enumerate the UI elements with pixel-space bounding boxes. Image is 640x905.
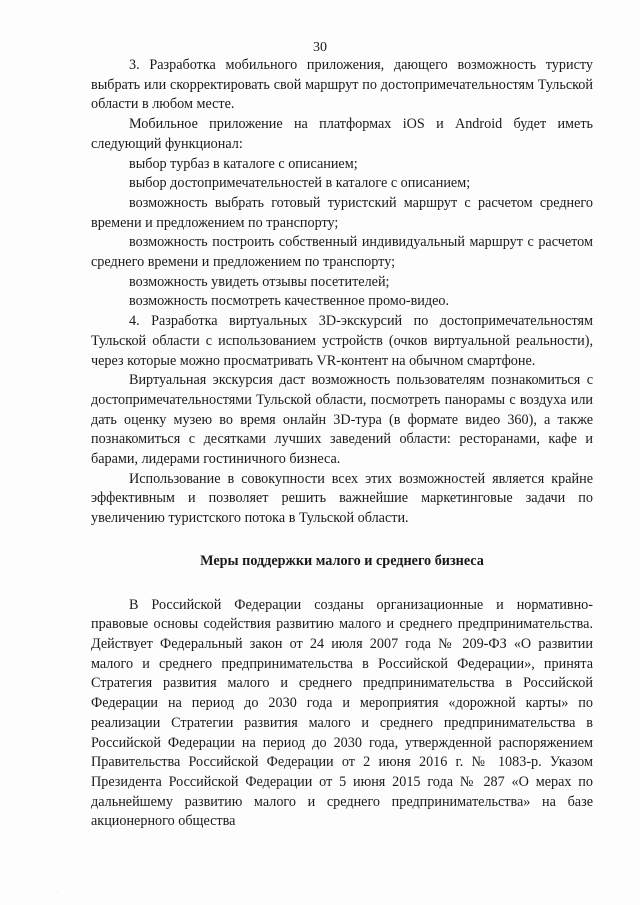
feature-item: возможность посмотреть качественное промо-видео. — [129, 293, 450, 310]
paragraph-sme-support: В Российской Федерации созданы организационные и нормативно-правовые основы содействия развитию малого и среднего предпринимательства. Действует Федеральный закон от 24 июля 2007 года № 209-ФЗ «О развитии малого и среднего предпринимательства в Российской Федерации», принята Стратегия развития малого и среднего предпринимательства в Российской Федерации на период до 2030 года и мероприятия «дорожной карты» по реализации Стратегии развития малого и среднего предпринимательства в Российской Федерации на период до 2030 года, утвержденной распоряжением Правительства Российской Федерации от 2 июня 2016 г. № 1083-р. Указом Президента Российской Федерации от 5 июня 2015 года № 287 «О мерах по дальнейшему развитию малого и среднего предпринимательства» на базе акционерного общества — [91, 596, 593, 830]
feature-item: возможность выбрать готовый туристский маршрут с расчетом среднего времени и предложением по транспорту; — [91, 194, 593, 231]
paragraph-virtual-excursion: Виртуальная экскурсия даст возможность пользователям познакомиться с достопримечательностями Тульской области, посмотреть панорамы с воздуха или дать оценку музею во время онлайн 3D-тура (в формате видео 360), а также познакомиться с десятками лучших заведений области: ресторанами, кафе и барами, лидерами гостиничного бизнеса. — [91, 372, 593, 468]
paragraph-marketing: Использование в совокупности всех этих возможностей является крайне эффективным и позволяет решить важнейшие маркетинговые задачи по увеличению туристского потока в Тульской области. — [91, 470, 593, 527]
paragraph-mobile-app: 3. Разработка мобильного приложения, дающего возможность туристу выбрать или скорректировать свой маршрут по достопримечательностям Тульской области в любом месте. — [91, 57, 593, 113]
scan-specks: · · · — [33, 890, 62, 896]
feature-item: возможность увидеть отзывы посетителей; — [129, 273, 390, 290]
feature-list — [91, 155, 593, 313]
page-number: 30 — [313, 40, 327, 55]
document-body — [91, 56, 593, 832]
paragraph-virtual-tours: 4. Разработка виртуальных 3D-экскурсий по достопримечательностям Тульской области с использованием устройств (очков виртуальной реальности), через которые можно просматривать VR-контент на обычном смартфоне. — [91, 313, 593, 369]
feature-item: выбор достопримечательностей в каталоге с описанием; — [129, 175, 471, 192]
section-heading: Меры поддержки малого и среднего бизнеса — [200, 552, 484, 569]
feature-item: возможность построить собственный индивидуальный маршрут с расчетом среднего времени и предложением по транспорту; — [91, 234, 593, 271]
paragraph-app-platforms: Мобильное приложение на платформах iOS и Android будет иметь следующий функционал: — [91, 116, 593, 152]
feature-item: выбор турбаз в каталоге с описанием; — [129, 155, 358, 172]
